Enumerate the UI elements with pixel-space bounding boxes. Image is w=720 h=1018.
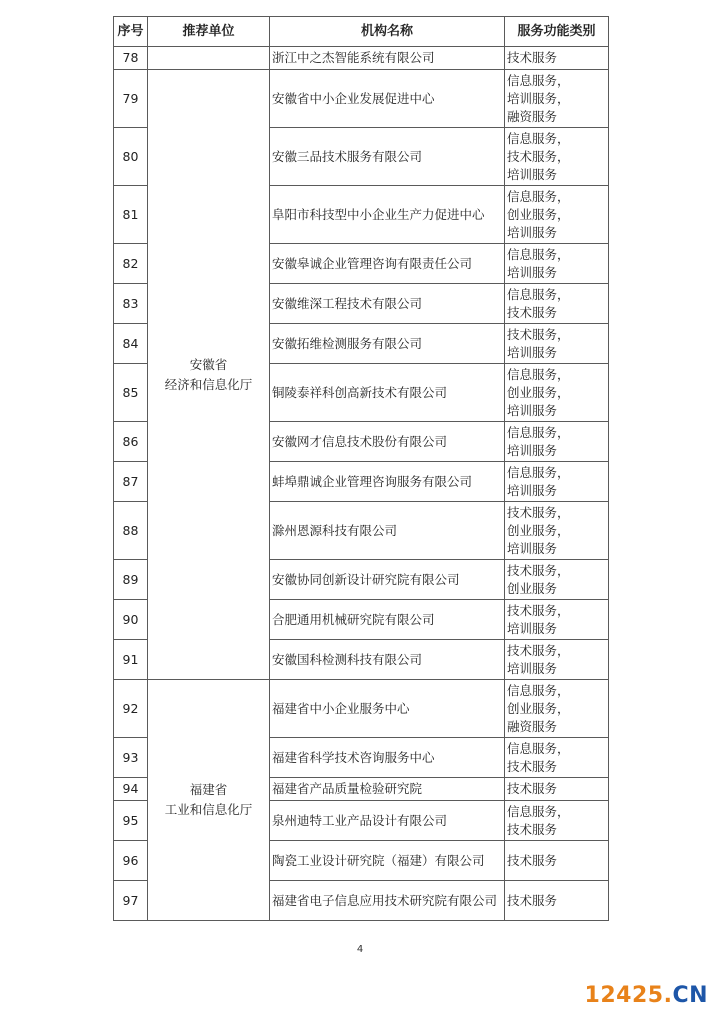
row-institution-name: 安徽拓维检测服务有限公司 (270, 324, 505, 364)
row-institution-name: 福建省产品质量检验研究院 (270, 778, 505, 801)
row-serial-number: 81 (114, 186, 148, 244)
row-serial-number: 86 (114, 422, 148, 462)
row-service-category: 信息服务， 技术服务 (505, 738, 609, 778)
row-serial-number: 84 (114, 324, 148, 364)
recommending-unit-line: 安徽省 (189, 356, 228, 372)
row-service-category: 技术服务 (505, 881, 609, 921)
row-serial-number: 97 (114, 881, 148, 921)
row-serial-number: 87 (114, 462, 148, 502)
row-service-category: 技术服务 (505, 841, 609, 881)
row-serial-number: 90 (114, 600, 148, 640)
watermark-suffix: CN (672, 983, 708, 1008)
row-institution-name: 安徽省中小企业发展促进中心 (270, 70, 505, 128)
row-institution-name: 安徽皋诚企业管理咨询有限责任公司 (270, 244, 505, 284)
row-recommending-unit-empty (148, 47, 270, 70)
header-service-category: 服务功能类别 (505, 17, 609, 47)
row-institution-name: 滁州恩源科技有限公司 (270, 502, 505, 560)
site-watermark-logo (585, 983, 708, 1008)
row-service-category: 信息服务， 技术服务， 培训服务 (505, 128, 609, 186)
row-service-category: 信息服务， 培训服务 (505, 462, 609, 502)
row-serial-number: 83 (114, 284, 148, 324)
row-service-category: 信息服务， 培训服务 (505, 422, 609, 462)
header-serial-number: 序号 (114, 17, 148, 47)
row-service-category: 技术服务 (505, 47, 609, 70)
row-serial-number: 93 (114, 738, 148, 778)
row-serial-number: 91 (114, 640, 148, 680)
row-institution-name: 蚌埠鼎诚企业管理咨询服务有限公司 (270, 462, 505, 502)
row-service-category: 技术服务， 培训服务 (505, 324, 609, 364)
row-serial-number: 79 (114, 70, 148, 128)
row-service-category: 信息服务， 技术服务 (505, 801, 609, 841)
row-institution-name: 浙江中之杰智能系统有限公司 (270, 47, 505, 70)
row-serial-number: 78 (114, 47, 148, 70)
table-row (114, 70, 609, 128)
row-serial-number: 80 (114, 128, 148, 186)
recommending-unit-line: 工业和信息化厅 (164, 802, 253, 817)
row-institution-name: 陶瓷工业设计研究院（福建）有限公司 (270, 841, 505, 881)
table-row (114, 680, 609, 738)
row-service-category: 技术服务， 培训服务 (505, 640, 609, 680)
row-serial-number: 96 (114, 841, 148, 881)
row-service-category: 信息服务， 技术服务 (505, 284, 609, 324)
table-body (114, 47, 609, 921)
watermark-dot: . (663, 983, 673, 1008)
row-service-category: 信息服务， 创业服务， 培训服务 (505, 364, 609, 422)
table-header-row (114, 17, 609, 47)
page-number: 4 (356, 944, 364, 955)
row-institution-name: 泉州迪特工业产品设计有限公司 (270, 801, 505, 841)
watermark-number: 12425 (584, 983, 664, 1008)
institution-table (113, 16, 609, 921)
recommending-unit-line: 经济和信息化厅 (164, 376, 253, 392)
row-service-category: 信息服务， 培训服务 (505, 244, 609, 284)
row-institution-name: 铜陵泰祥科创高新技术有限公司 (270, 364, 505, 422)
row-service-category: 信息服务， 培训服务， 融资服务 (505, 70, 609, 128)
row-institution-name: 安徽协同创新设计研究院有限公司 (270, 560, 505, 600)
row-recommending-unit (148, 70, 270, 680)
row-institution-name: 福建省电子信息应用技术研究院有限公司 (270, 881, 505, 921)
table-row (114, 47, 609, 70)
recommending-unit-line: 福建省 (189, 782, 228, 797)
row-serial-number: 85 (114, 364, 148, 422)
row-institution-name: 阜阳市科技型中小企业生产力促进中心 (270, 186, 505, 244)
row-serial-number: 82 (114, 244, 148, 284)
header-recommending-unit: 推荐单位 (148, 17, 270, 47)
row-service-category: 技术服务， 创业服务 (505, 560, 609, 600)
row-institution-name: 安徽国科检测科技有限公司 (270, 640, 505, 680)
row-institution-name: 合肥通用机械研究院有限公司 (270, 600, 505, 640)
row-institution-name: 安徽三品技术服务有限公司 (270, 128, 505, 186)
row-service-category: 信息服务， 创业服务， 培训服务 (505, 186, 609, 244)
row-serial-number: 89 (114, 560, 148, 600)
row-institution-name: 福建省中小企业服务中心 (270, 680, 505, 738)
row-service-category: 信息服务， 创业服务， 融资服务 (505, 680, 609, 738)
row-recommending-unit (148, 680, 270, 921)
row-service-category: 技术服务， 培训服务 (505, 600, 609, 640)
row-institution-name: 安徽网才信息技术股份有限公司 (270, 422, 505, 462)
row-serial-number: 95 (114, 801, 148, 841)
row-serial-number: 92 (114, 680, 148, 738)
row-service-category: 技术服务 (505, 778, 609, 801)
row-institution-name: 福建省科学技术咨询服务中心 (270, 738, 505, 778)
row-institution-name: 安徽维深工程技术有限公司 (270, 284, 505, 324)
row-serial-number: 88 (114, 502, 148, 560)
header-institution-name: 机构名称 (270, 17, 505, 47)
row-serial-number: 94 (114, 778, 148, 801)
row-service-category: 技术服务， 创业服务， 培训服务 (505, 502, 609, 560)
